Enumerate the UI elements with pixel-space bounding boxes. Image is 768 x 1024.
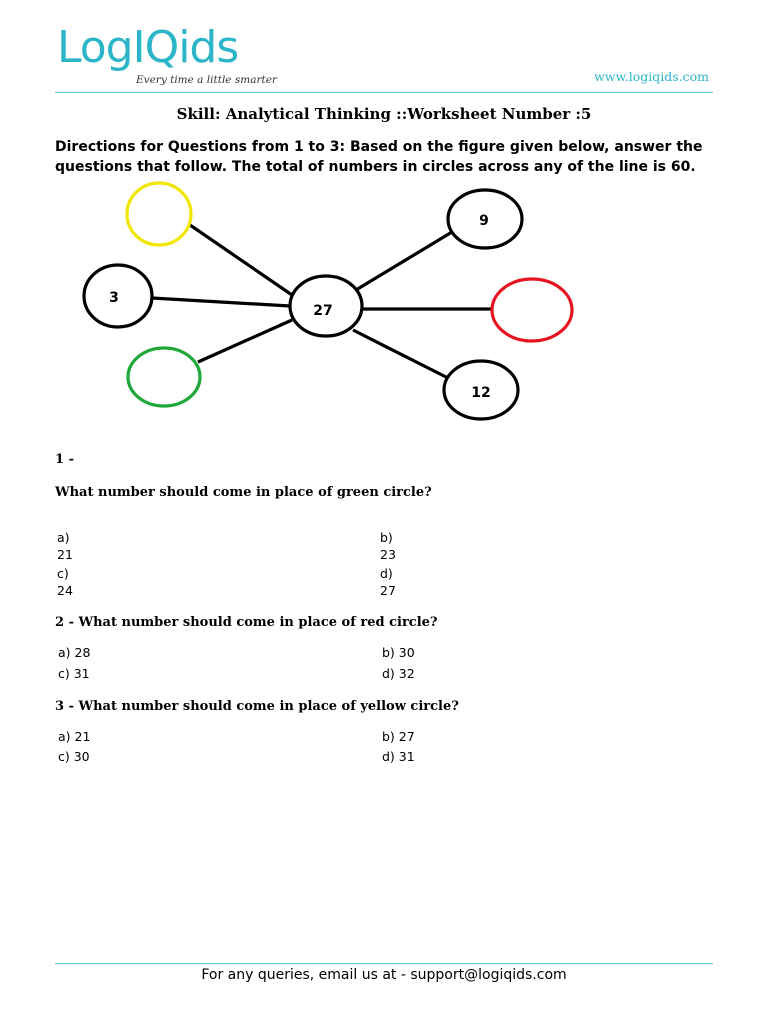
logo: LogIQids bbox=[57, 22, 239, 73]
q2-option-c[interactable]: c) 31 bbox=[58, 666, 90, 681]
line-yellow bbox=[190, 225, 292, 295]
directions-text: Directions for Questions from 1 to 3: Based on the figure given below, answer the questions that follow. The total of numbers in circles across any of the line is 60. bbox=[55, 139, 703, 175]
logo-tagline: Every time a little smarter bbox=[136, 74, 277, 86]
q2-option-d[interactable]: d) 32 bbox=[382, 666, 415, 681]
question-3-text: 3 - What number should come in place of yellow circle? bbox=[55, 699, 459, 714]
line-nine bbox=[356, 232, 452, 290]
q1-option-c[interactable]: c) 24 bbox=[57, 566, 73, 598]
footer-contact: For any queries, email us at - support@logiqids.com bbox=[201, 967, 567, 983]
label-left: 3 bbox=[109, 290, 119, 306]
label-top-right: 9 bbox=[479, 213, 489, 229]
question-2-text: 2 - What number should come in place of red circle? bbox=[55, 615, 438, 630]
line-twelve bbox=[353, 330, 448, 378]
line-green bbox=[198, 320, 292, 362]
question-1-number: 1 - bbox=[55, 452, 74, 467]
red-circle bbox=[492, 279, 572, 341]
q1-option-b[interactable]: b) 23 bbox=[380, 530, 396, 562]
website-link[interactable]: www.logiqids.com bbox=[594, 69, 709, 84]
q1-option-a[interactable]: a) 21 bbox=[57, 530, 73, 562]
q2-option-a[interactable]: a) 28 bbox=[58, 645, 91, 660]
footer-divider bbox=[55, 963, 713, 964]
q3-option-c[interactable]: c) 30 bbox=[58, 749, 90, 764]
yellow-circle bbox=[127, 183, 191, 245]
q1-option-d[interactable]: d) 27 bbox=[380, 566, 396, 598]
q3-option-d[interactable]: d) 31 bbox=[382, 749, 415, 764]
line-three bbox=[152, 298, 290, 306]
question-1-text: What number should come in place of green circle? bbox=[55, 485, 432, 500]
label-center: 27 bbox=[313, 303, 333, 319]
worksheet-title: Skill: Analytical Thinking ::Worksheet Number :5 bbox=[176, 105, 592, 123]
label-bottom-right: 12 bbox=[471, 385, 491, 401]
q3-option-a[interactable]: a) 21 bbox=[58, 729, 91, 744]
circle-figure bbox=[0, 0, 768, 440]
q2-option-b[interactable]: b) 30 bbox=[382, 645, 415, 660]
green-circle bbox=[128, 348, 200, 406]
q3-option-b[interactable]: b) 27 bbox=[382, 729, 415, 744]
